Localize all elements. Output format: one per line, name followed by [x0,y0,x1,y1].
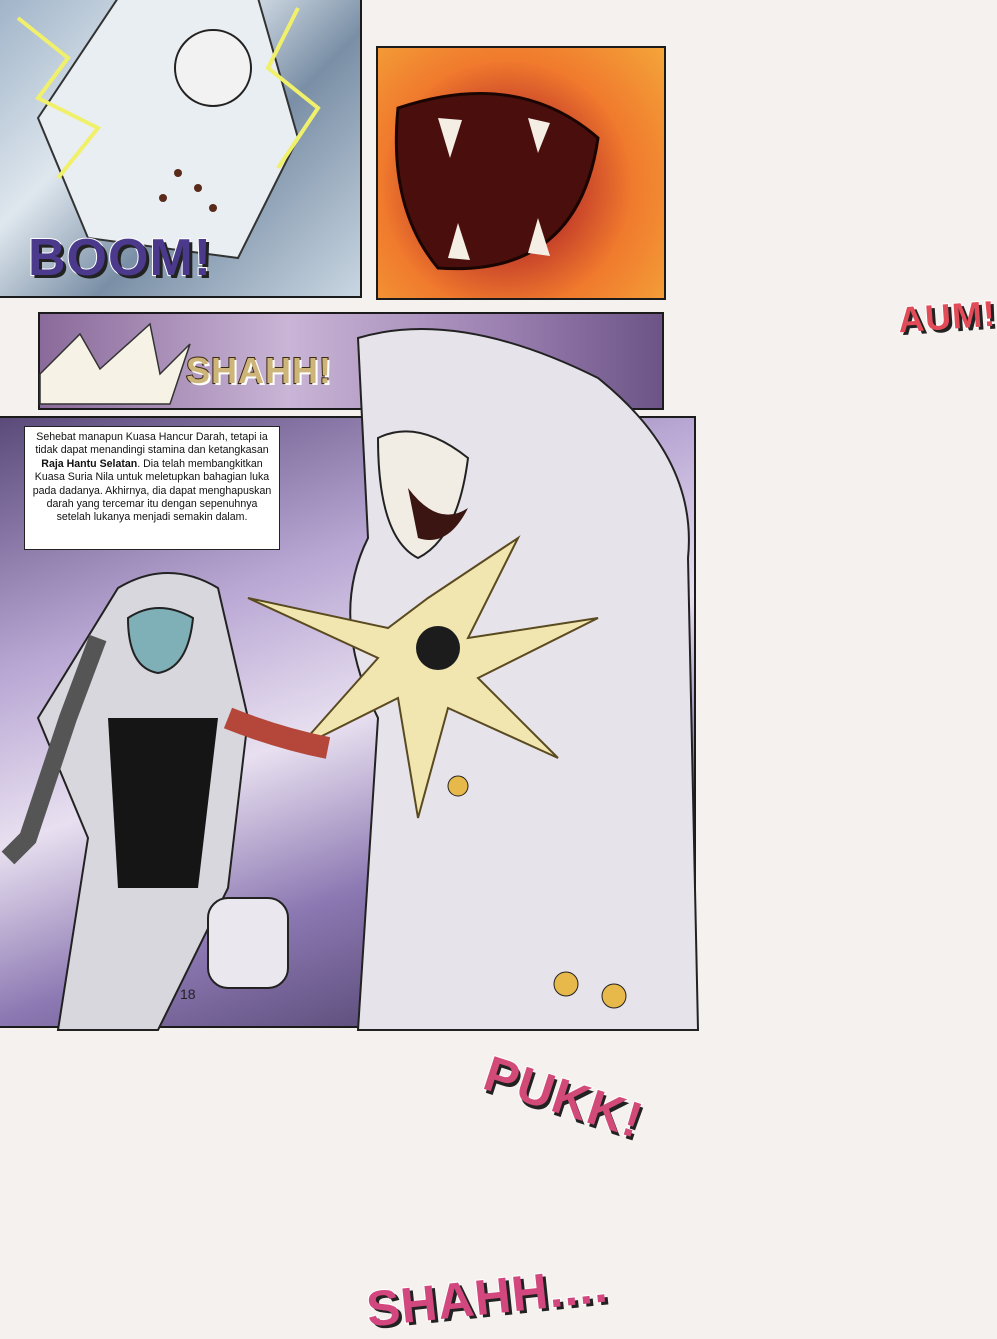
shahh-sound-effect: SHAHH! [186,350,332,391]
caption-text-after: . Dia telah membangkitkan Kuasa Suria Nila untuk meletupkan bahagian luka pada dadanya. Akhirnya, dia dapat menghapuskan darah yang tercemar itu dengan sepenuhnya setelah lukanya menjadi semakin dalam. [32,457,272,524]
roaring-mouth-art [378,48,668,302]
caption-character-name: Raja Hantu Selatan [41,457,138,470]
boom-sound-effect: BOOM! [28,229,213,287]
narration-caption [24,426,280,550]
page-number: 18 [180,986,196,1002]
aum-sound-effect: AUM! [896,292,997,341]
caption-text-before: Sehebat manapun Kuasa Hancur Darah, tetapi ia tidak dapat menandingi stamina dan ketangkasan [35,431,269,457]
panel-fist-lightning [0,0,362,298]
shahh-trailing-sound-effect: SHAHH.... [363,1256,611,1338]
panel-roaring-mouth [376,46,997,341]
pukk-sound-effect: PUKK! [477,1045,650,1149]
